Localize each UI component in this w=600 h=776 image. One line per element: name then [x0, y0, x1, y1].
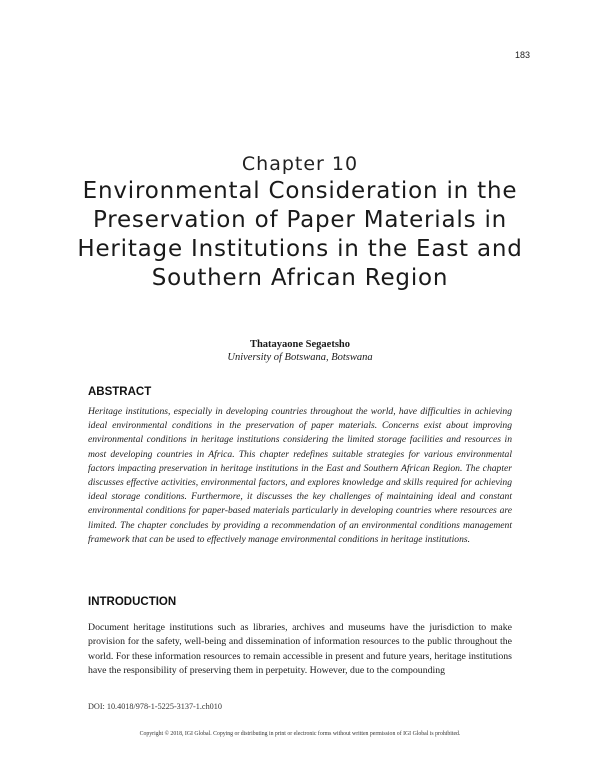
chapter-label: Chapter 10 — [241, 153, 359, 175]
page-number: 183 — [514, 50, 530, 60]
abstract-heading: ABSTRACT — [88, 386, 152, 398]
chapter-title: Environmental Consideration in the Preservation of Paper Materials in Heritage Institutions in the East and Southern African Region — [77, 178, 523, 291]
doi-line: DOI: 10.4018/978-1-5225-3137-1.ch010 — [88, 702, 222, 711]
copyright-notice: Copyright © 2018, IGI Global. Copying or distributing in print or electronic forms without written permission of IGI Global is prohibited. — [139, 731, 461, 737]
author-name: Thatayaone Segaetsho — [249, 339, 351, 350]
introduction-text: Document heritage institutions such as libraries, archives and museums have the jurisdiction to make provision for the safety, well-being and dissemination of information resources to the public throughout the world. For these information resources to remain accessible in present and future years, heritage institutions have the responsibility of preserving them in perpetuity. However, due to the compounding — [88, 622, 512, 677]
introduction-heading: INTRODUCTION — [88, 596, 177, 608]
author-affiliation: University of Botswana, Botswana — [227, 352, 373, 363]
abstract-text: Heritage institutions, especially in developing countries throughout the world, have difficulties in achieving ideal environmental conditions in the preservation of paper materials. Concerns exist about improving environmental conditions in heritage institutions considering the limited storage facilities and resources in most developing countries in Africa. This chapter redefines suitable strategies for various environmental factors impacting preservation in heritage institutions in the East and Southern African Region. The chapter discusses effective activities, environmental factors, and explores knowledge and skills required for achieving ideal storage conditions. Furthermore, it discusses the key challenges of maintaining ideal and constant environmental conditions for paper-based materials particularly in developing countries where resources are limited. The chapter concludes by providing a recommendation of an environmental conditions management framework that can be used to effectively manage environmental conditions in heritage institutions. — [88, 406, 512, 545]
